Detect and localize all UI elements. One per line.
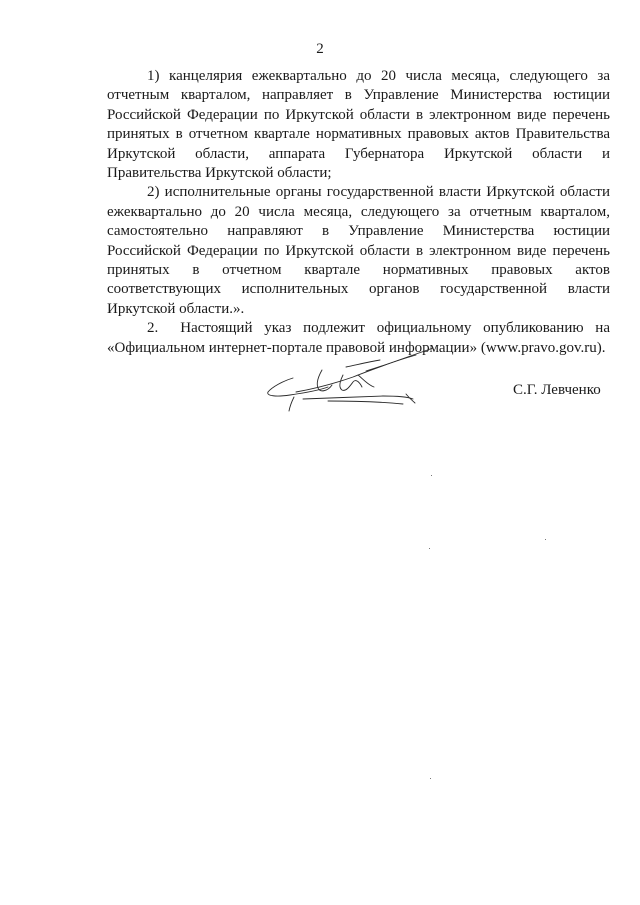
- final-item-text: Настоящий указ подлежит официальному опубликованию на «Официальном интернет-портале правовой информации» (www.pravo.gov.ru).: [107, 320, 610, 356]
- signer-name: С.Г. Левченко: [513, 382, 601, 398]
- scan-speck: [431, 475, 432, 476]
- scan-speck: [429, 548, 430, 549]
- page-number: 2: [316, 41, 324, 57]
- document-body: [107, 67, 610, 358]
- signature-scribble: [258, 345, 458, 425]
- scan-speck: [430, 778, 431, 779]
- final-item-number: 2.: [147, 320, 159, 337]
- paragraph-item-2: 2) исполнительные органы государственной власти Иркутской области ежеквартально до 20 числа месяца, следующего за отчетным кварталом, самостоятельно направляют в Управление Министерства юстиции Российской Федерации по Иркутской области в электронном виде перечень принятых в отчетном квартале нормативных правовых актов соответствующих исполнительных органов государственной власти Иркутской области.».: [107, 184, 610, 317]
- paragraph-item-1: 1) канцелярия ежеквартально до 20 числа месяца, следующего за отчетным кварталом, направляет в Управление Министерства юстиции Российской Федерации по Иркутской области в электронном виде перечень принятых в отчетном квартале нормативных правовых актов Правительства Иркутской области, аппарата Губернатора Иркутской области и Правительства Иркутской области;: [107, 68, 610, 182]
- handwritten-signature: [258, 345, 458, 425]
- scan-speck: [545, 539, 546, 540]
